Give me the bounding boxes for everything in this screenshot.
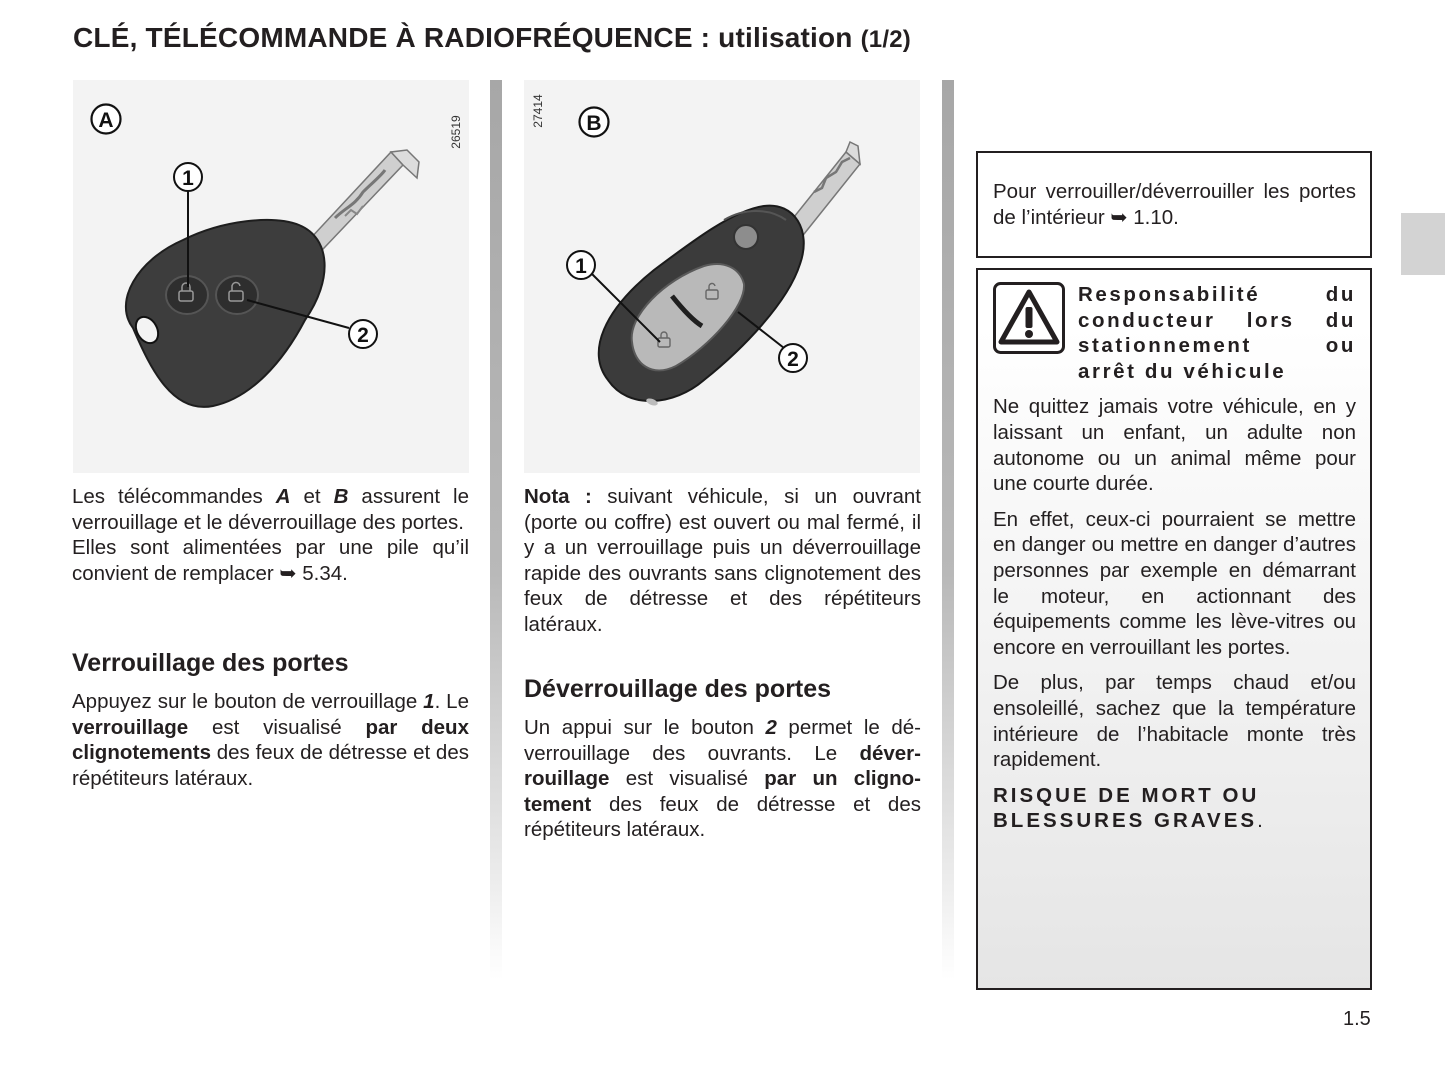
page-title-main: CLÉ, TÉLÉCOMMANDE À RADIOFRÉQUENCE : utilisation bbox=[73, 22, 853, 53]
interior-lock-info-text: Pour verrouiller/déverrouiller les portes de l’intérieur ➥ 1.10. bbox=[993, 180, 1356, 229]
figure-a-callout-1: 1 bbox=[182, 167, 194, 190]
warning-paragraph-1: Ne quittez jamais votre véhicule, en y laissant un enfant, un adulte non autonome ou un animal même pour une courte durée. bbox=[993, 395, 1356, 496]
figure-remote-b bbox=[524, 80, 920, 473]
warning-header bbox=[993, 282, 1356, 384]
figure-b-callout-1: 1 bbox=[575, 255, 587, 278]
unlock-paragraph: Un appui sur le bouton 2 permet le déverrouillage des ouvrants. Le déverrouillage est visualisé par un clignotement des feux de détresse et des répétiteurs latéraux. bbox=[524, 716, 921, 842]
danger-statement: RISQUE DE MORT OU BLESSURES GRAVES. bbox=[993, 783, 1266, 833]
page-number: 1.5 bbox=[1343, 1008, 1371, 1030]
unlock-button-a bbox=[216, 276, 258, 314]
lock-heading: Verrouillage des portes bbox=[72, 649, 349, 677]
intro-line-1: Les télécommandes A et B assurent le verrouillage et le déverrouillage des portes. bbox=[72, 485, 469, 534]
driver-responsibility-warning bbox=[976, 268, 1372, 990]
warning-title: Responsabilité du conducteur lors du stationnement ou arrêt du véhicule bbox=[1078, 283, 1356, 383]
figure-a-ref: 26519 bbox=[449, 115, 463, 149]
page-title-part: (1/2) bbox=[860, 26, 911, 53]
warning-paragraph-2: En effet, ceux-ci pourraient se mettre en danger ou mettre en danger d’autres personnes par exemple en démarrant le moteur, en actionnant des équipements comme les lève-vitres ou encore en verrouillant les portes. bbox=[993, 507, 1356, 659]
warning-paragraph-3: De plus, par temps chaud et/ou ensoleillé, sachez que la température intérieure de l’habitacle monte très rapidement. bbox=[993, 671, 1356, 772]
figure-b-ref: 27414 bbox=[531, 94, 545, 128]
figure-b-letter: B bbox=[586, 112, 602, 135]
remote-key-a-illustration bbox=[73, 80, 469, 473]
intro-line-2: Elles sont alimentées par une pile qu’il convient de remplacer ➥ 5.34. bbox=[72, 536, 469, 585]
chapter-tab bbox=[1401, 213, 1445, 275]
release-button-b bbox=[734, 225, 758, 249]
page-title bbox=[73, 22, 911, 54]
figure-remote-a bbox=[73, 80, 469, 473]
intro-paragraph bbox=[72, 484, 469, 586]
remote-key-b-illustration bbox=[524, 80, 920, 473]
column-divider-right bbox=[942, 80, 954, 980]
warning-triangle-icon bbox=[993, 282, 1065, 354]
column-divider-left bbox=[490, 80, 502, 980]
lock-paragraph: Appuyez sur le bouton de verrouillage 1. Le verrouillage est visualisé par deux clignotements des feux de détresse et des répétiteurs latéraux. bbox=[72, 690, 469, 790]
unlock-heading: Déverrouillage des portes bbox=[524, 675, 832, 703]
figure-a-callout-2: 2 bbox=[357, 324, 369, 347]
nota-paragraph: Nota : suivant véhicule, si un ouvrant (porte ou coffre) est ouvert ou mal fermé, il y a un verrouillage puis un déverrouillage rapide des ouvrants sans clignotement des feux de détresse et des répétiteurs latéraux. bbox=[524, 485, 921, 636]
interior-lock-info-box bbox=[976, 151, 1372, 258]
figure-b-callout-2: 2 bbox=[787, 348, 799, 371]
figure-a-letter: A bbox=[98, 109, 114, 132]
